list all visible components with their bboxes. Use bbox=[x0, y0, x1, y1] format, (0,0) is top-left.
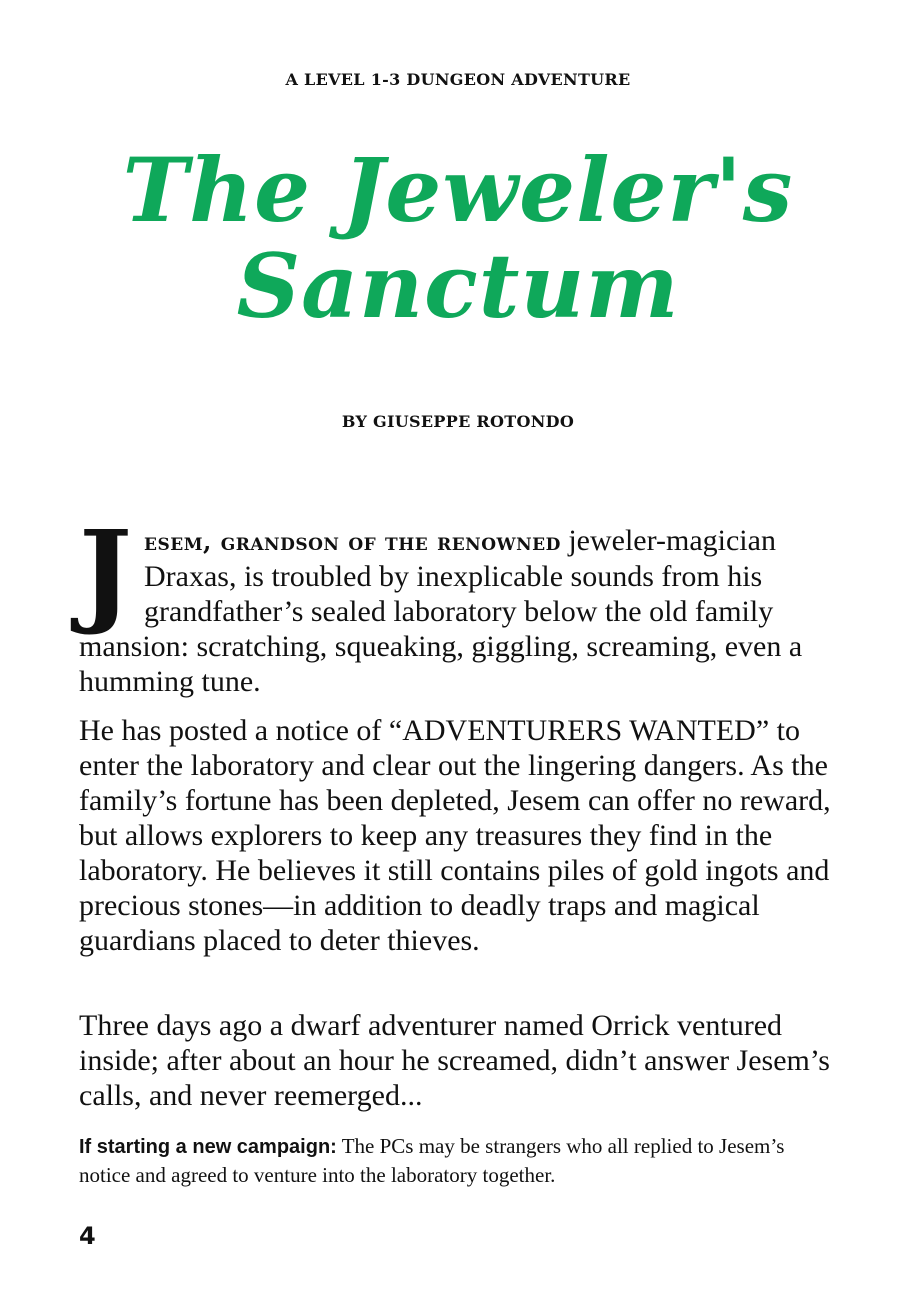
drop-cap: J bbox=[79, 507, 132, 638]
author-byline: BY GIUSEPPE ROTONDO bbox=[341, 412, 575, 431]
campaign-note bbox=[79, 1132, 839, 1189]
lead-in-text: esem, grandson of the renowned bbox=[144, 527, 561, 556]
page-title bbox=[0, 138, 916, 338]
page-number: 4 bbox=[79, 1222, 96, 1250]
note-label: If starting a new campaign: bbox=[79, 1136, 337, 1158]
body-paragraph-orrick: Three days ago a dwarf adventurer named Orrick ventured inside; after about an hour he screamed, didn’t answer Jesem’s calls, and never reemerged... bbox=[79, 1009, 830, 1112]
title-line-2: Sanctum bbox=[236, 234, 680, 338]
note-text: The PCs may be strangers who all replied to Jesem’s notice and agreed to venture into the laboratory together. bbox=[79, 1134, 785, 1187]
intro-paragraph bbox=[79, 507, 839, 699]
eyebrow-heading: A LEVEL 1-3 DUNGEON ADVENTURE bbox=[285, 70, 631, 89]
title-line-1: The Jeweler's bbox=[122, 138, 794, 242]
body-paragraph-notice: He has posted a notice of “ADVENTURERS WANTED” to enter the laboratory and clear out the lingering dangers. As the family’s fortune has been depleted, Jesem can offer no reward, but allows explorers to keep any treasures they find in the laboratory. He believes it still contains piles of gold ingots and precious stones—in addition to deadly traps and magical guardians placed to deter thieves. bbox=[79, 714, 831, 957]
intro-text: jeweler-magician Draxas, is troubled by inexplicable sounds from his grandfather’s sealed laboratory below the old family mansion: scratching, squeaking, giggling, screaming, even a humming tune. bbox=[79, 524, 803, 698]
